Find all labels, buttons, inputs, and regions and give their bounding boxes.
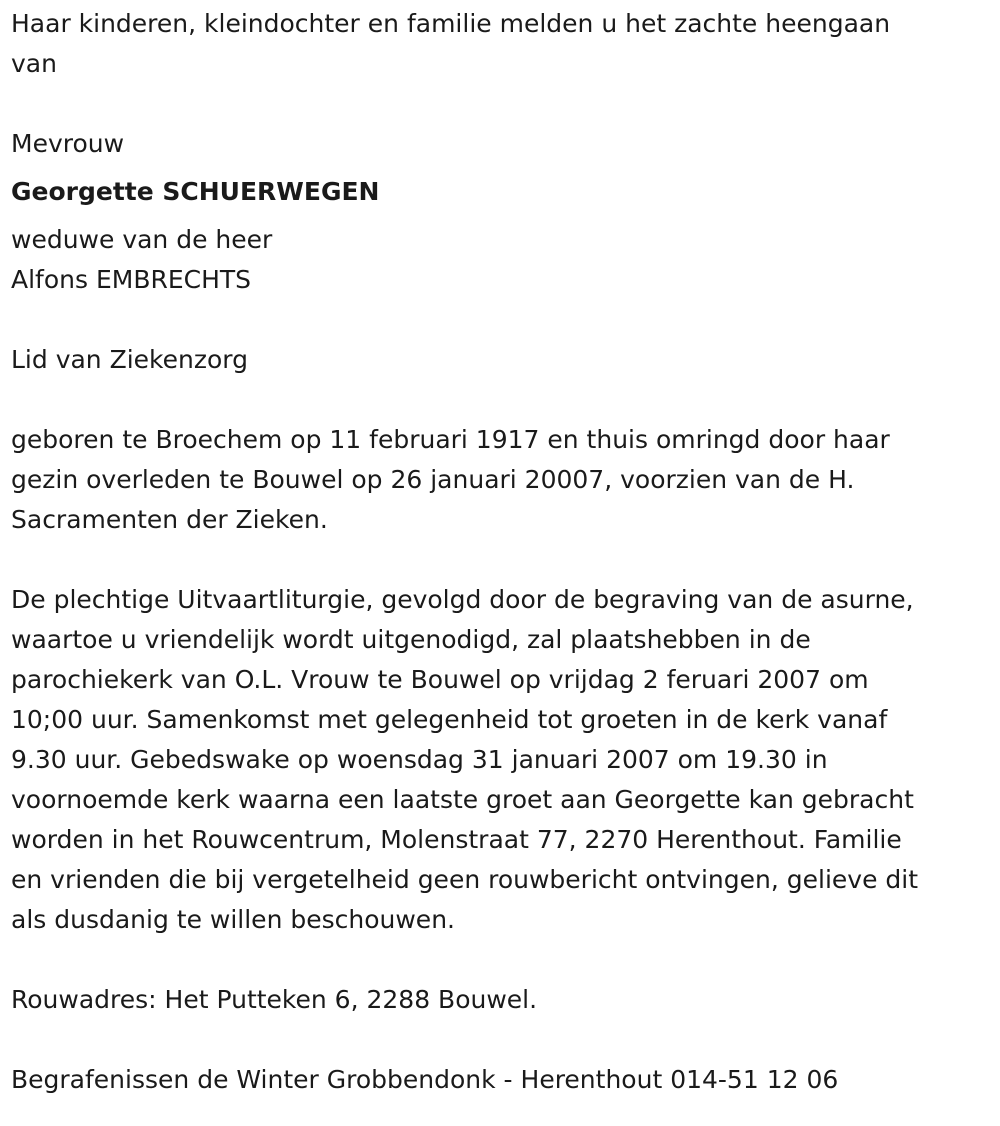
birth-death-line: Sacramenten der Zieken. (11, 505, 328, 534)
relation-text: weduwe van de heer (11, 225, 273, 254)
spacer (11, 1020, 991, 1060)
spouse-name: Alfons EMBRECHTS (11, 265, 252, 294)
ceremony-line: waartoe u vriendelijk wordt uitgenodigd, zal plaatshebben in de (11, 625, 811, 654)
ceremony-line: en vrienden die bij vergetelheid geen rouwbericht ontvingen, gelieve dit (11, 865, 919, 894)
spacer (11, 84, 991, 124)
membership-line: Lid van Ziekenzorg (11, 345, 248, 374)
obituary-document (11, 4, 991, 1100)
ceremony-line: De plechtige Uitvaartliturgie, gevolgd door de begraving van de asurne, (11, 585, 914, 614)
deceased-block (11, 124, 991, 300)
undertaker-line: Begrafenissen de Winter Grobbendonk - Herenthout 014-51 12 06 (11, 1065, 839, 1094)
deceased-name: Georgette SCHUERWEGEN (11, 177, 380, 206)
mourning-address: Rouwadres: Het Putteken 6, 2288 Bouwel. (11, 985, 538, 1014)
spacer (11, 300, 991, 340)
ceremony-paragraph (11, 580, 991, 940)
honorific: Mevrouw (11, 129, 125, 158)
spacer (11, 380, 991, 420)
birth-death-paragraph (11, 420, 991, 540)
ceremony-line: voornoemde kerk waarna een laatste groet aan Georgette kan gebracht (11, 785, 914, 814)
birth-death-line: geboren te Broechem op 11 februari 1917 en thuis omringd door haar (11, 425, 890, 454)
birth-death-line: gezin overleden te Bouwel op 26 januari 20007, voorzien van de H. (11, 465, 855, 494)
intro-line: van (11, 49, 57, 78)
intro-line: Haar kinderen, kleindochter en familie melden u het zachte heengaan (11, 9, 891, 38)
ceremony-line: 9.30 uur. Gebedswake op woensdag 31 januari 2007 om 19.30 in (11, 745, 828, 774)
ceremony-line: parochiekerk van O.L. Vrouw te Bouwel op vrijdag 2 feruari 2007 om (11, 665, 869, 694)
spacer (11, 940, 991, 980)
ceremony-line: worden in het Rouwcentrum, Molenstraat 77, 2270 Herenthout. Familie (11, 825, 902, 854)
ceremony-line: 10;00 uur. Samenkomst met gelegenheid tot groeten in de kerk vanaf (11, 705, 888, 734)
intro-paragraph (11, 4, 991, 84)
ceremony-line: als dusdanig te willen beschouwen. (11, 905, 455, 934)
spacer (11, 540, 991, 580)
